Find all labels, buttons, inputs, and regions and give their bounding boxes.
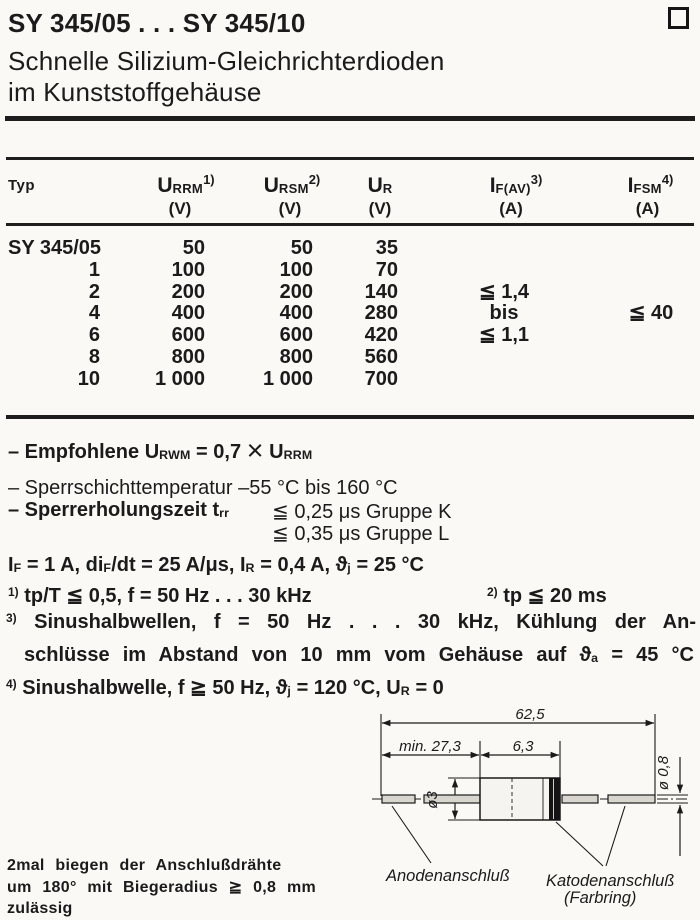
table-row: 6 xyxy=(88,324,100,347)
dim-lead-length: min. 27,3 xyxy=(399,738,461,755)
footnote-3-line-2: schlüsse im Abstand von 10 mm vom Gehäuse auf ϑa = 45 °C xyxy=(24,644,694,666)
header-subscript: R xyxy=(382,181,393,196)
unit-urrm: (V) xyxy=(168,199,192,218)
note-junction-temperature: – Sperrschichttemperatur –55 °C bis 160 °C xyxy=(8,477,398,499)
cell-ifsm xyxy=(601,260,700,282)
header-footnote-ref: 2) xyxy=(308,172,321,187)
dim-body-length: 6,3 xyxy=(512,738,534,755)
package-outline-drawing xyxy=(330,692,700,920)
anode-label: Anodenanschluß xyxy=(386,867,510,885)
cell-ifsm xyxy=(601,369,700,391)
subtitle-line-2: im Kunststoffgehäuse xyxy=(8,77,262,107)
table-header-ifsm xyxy=(601,172,700,198)
note-reverse-recovery-label: – Sperrerholungszeit trr xyxy=(8,499,230,521)
table-top-rule xyxy=(6,157,694,160)
table-header-ifav xyxy=(456,172,576,198)
cell-ifav: ≦ 1,1 xyxy=(478,324,530,347)
column-ursm xyxy=(220,238,313,391)
header-symbol: I xyxy=(627,174,634,197)
cell-ifav: ≦ 1,4 xyxy=(478,280,530,303)
page-title: SY 345/05 . . . SY 345/10 xyxy=(8,8,306,38)
cell-ur: 280 xyxy=(364,302,398,325)
column-typ xyxy=(8,238,100,391)
cell-ifsm xyxy=(601,282,700,304)
note-group-l-value: ≦ 0,35 μs Gruppe L xyxy=(272,523,450,545)
cell-ur: 560 xyxy=(364,345,398,368)
footnote-2: $^{2)}$ tp ≦ 20 ms xyxy=(487,585,607,607)
cell-ursm: 600 xyxy=(279,324,313,347)
cell-ursm: 800 xyxy=(279,345,313,368)
bend-instruction-line-3: zulässig xyxy=(7,900,73,917)
corner-square-icon xyxy=(668,7,689,29)
header-subscript: F(AV) xyxy=(495,181,531,196)
cell-ursm: 100 xyxy=(279,258,313,281)
unit-ur: (V) xyxy=(368,199,392,218)
header-footnote-ref: 1) xyxy=(203,172,215,187)
bend-instruction-line-1: 2mal biegen der Anschlußdrähte xyxy=(7,857,282,874)
unit-ifsm: (A) xyxy=(635,199,660,218)
column-ur xyxy=(305,238,398,391)
table-row: 10 xyxy=(77,367,100,390)
footnote-conditions: IF = 1 A, diF/dt = 25 A/μs, IR = 0,4 A, ϑj = 25 °C xyxy=(8,554,424,576)
cell-ur: 35 xyxy=(375,237,398,259)
cell-ur: 140 xyxy=(364,280,398,303)
table-header-rule xyxy=(6,223,694,226)
cell-ursm: 200 xyxy=(279,280,313,303)
cell-urrm: 50 xyxy=(182,237,205,259)
cell-ifav: bis xyxy=(489,302,519,325)
cell-ifav xyxy=(449,260,559,282)
column-ifav xyxy=(449,238,559,391)
subtitle-line-1: Schnelle Silizium-Gleichrichterdioden xyxy=(8,46,445,76)
header-symbol: U xyxy=(157,174,173,197)
bend-instruction-line-2: um 180° mit Biegeradius ≧ 0,8 mm xyxy=(7,878,317,896)
cell-urrm: 600 xyxy=(171,324,205,347)
cell-urrm: 400 xyxy=(171,302,205,325)
footnote-4: $^{4)}$ Sinushalbwelle, f ≧ 50 Hz, ϑj = 120 °C, UR = 0 xyxy=(6,677,444,699)
header-subscript: FSM xyxy=(633,181,662,196)
cell-ifsm xyxy=(601,238,700,260)
cell-ifsm: ≦ 40 xyxy=(628,302,674,325)
table-row: 4 xyxy=(88,302,100,325)
cell-ifav xyxy=(449,238,559,260)
footnote-3-line-1: $^{3)}$ Sinushalbwellen, f = 50 Hz . . . 30 kHz, Kühlung der An- xyxy=(6,611,696,633)
dim-body-diameter: ø3 xyxy=(424,791,441,809)
unit-ursm: (V) xyxy=(278,199,302,218)
dim-wire-diameter: ø 0,8 xyxy=(655,755,672,791)
header-symbol: I xyxy=(489,174,496,197)
table-row: SY 345/05 xyxy=(8,237,102,259)
cell-ursm: 400 xyxy=(279,302,313,325)
cell-ur: 700 xyxy=(364,367,398,390)
column-ifsm xyxy=(601,238,700,391)
bend-instruction xyxy=(7,855,316,920)
cathode-color-band xyxy=(549,778,560,820)
table-row: 2 xyxy=(88,280,100,303)
note-reverse-recovery xyxy=(8,499,452,523)
header-subscript: RSM xyxy=(278,181,309,196)
header-footnote-ref: 3) xyxy=(530,172,543,187)
header-symbol: U xyxy=(263,174,279,197)
unit-ifav: (A) xyxy=(499,199,523,218)
cell-urrm: 200 xyxy=(171,280,205,303)
table-header-urrm xyxy=(136,172,236,198)
cell-urrm: 1 000 xyxy=(154,367,205,390)
header-footnote-ref: 4) xyxy=(661,172,674,187)
cell-ursm: 1 000 xyxy=(262,367,313,390)
cell-ifav xyxy=(449,347,559,369)
cell-urrm: 800 xyxy=(171,345,205,368)
table-header-ur xyxy=(330,172,430,198)
header-symbol: U xyxy=(367,174,383,197)
column-urrm xyxy=(110,238,205,391)
note-recommended-urwm: – Empfohlene URWM = 0,7 × URRM xyxy=(8,435,313,467)
table-header-ursm xyxy=(242,172,342,198)
cell-ur: 420 xyxy=(364,324,398,347)
cathode-label: Katodenanschluß xyxy=(546,872,675,890)
cathode-label-farbring: (Farbring) xyxy=(564,889,637,907)
cell-ifsm xyxy=(601,325,700,347)
table-row: 8 xyxy=(88,345,100,368)
table-row: 1 xyxy=(88,258,100,281)
cell-urrm: 100 xyxy=(171,258,205,281)
table-header-typ: Typ xyxy=(8,177,36,194)
table-bottom-rule xyxy=(6,415,694,419)
footnote-1: $^{1)}$ tp/T ≦ 0,5, f = 50 Hz . . . 30 kHz xyxy=(8,585,312,607)
note-group-k-value: ≦ 0,25 μs Gruppe K xyxy=(272,501,452,523)
cell-ifav xyxy=(449,369,559,391)
cell-ifsm xyxy=(601,347,700,369)
cell-ur: 70 xyxy=(375,258,398,281)
cell-ursm: 50 xyxy=(290,237,313,259)
header-subscript: RRM xyxy=(172,181,204,196)
dim-overall-length: 62,5 xyxy=(515,706,545,723)
diode-body xyxy=(480,778,560,820)
header-divider-bar xyxy=(5,116,695,121)
